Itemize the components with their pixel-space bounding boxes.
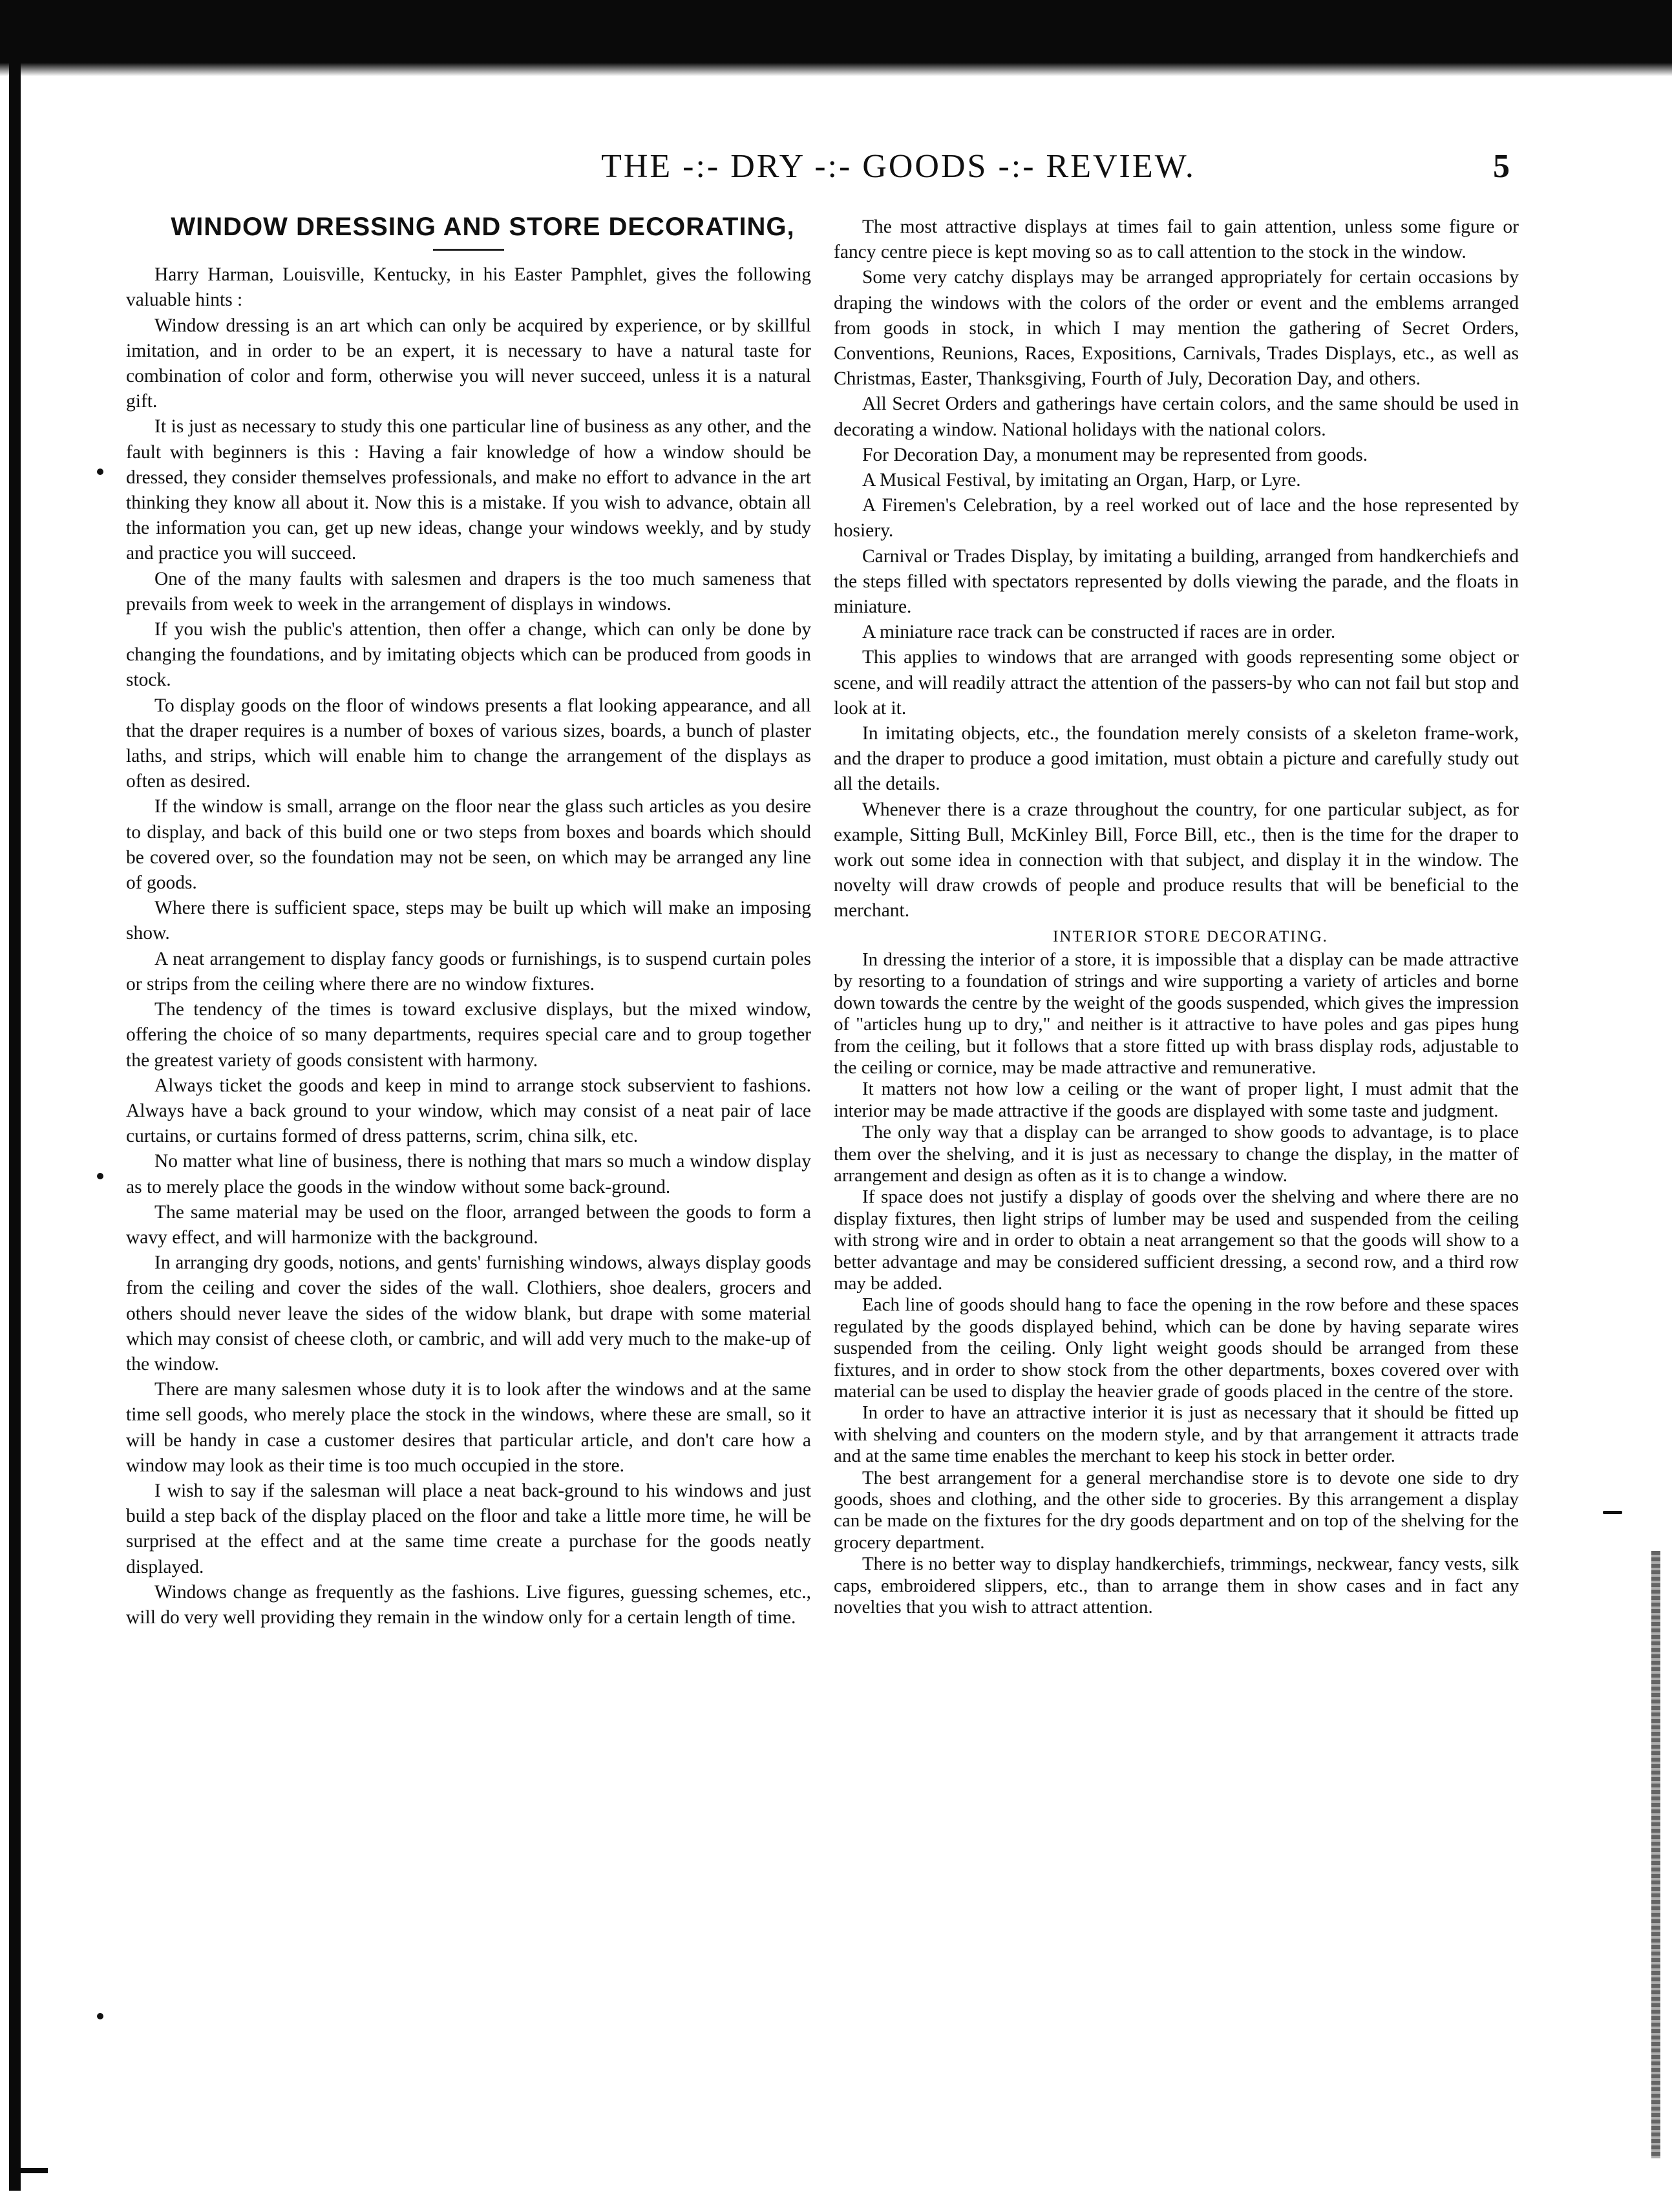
paragraph: The most attractive displays at times fail to gain attention, unless some figure or fancy centre piece is kept moving so as to call attention to the stock in the window. — [834, 216, 1519, 263]
paragraph: If the window is small, arrange on the floor near the glass such articles as you desire to display, and back of this build one or two steps from boxes and boards which should be covered over, so the foundation may not be seen, on which may be arranged any line of goods. — [126, 796, 811, 894]
right-paragraphs — [834, 215, 1519, 924]
scan-border-shadow — [0, 57, 1672, 76]
scan-border-bottom — [9, 2168, 48, 2173]
paragraph: Window dressing is an art which can only be acquired by experience, or by skillful imitation, and in order to be an expert, it is necessary to have a natural taste for combination of color and form, otherwise you will never succeed, unless it is a natural gift. — [126, 315, 811, 412]
paragraph: Whenever there is a craze throughout the country, for one particular subject, as for example, Sitting Bull, McKinley Bill, Force Bill, etc., then is the time for the draper to work out some idea in connection with that subject, and display it in the window. The novelty will draw crowds of people and produce results that will be beneficial to the merchant. — [834, 799, 1519, 922]
margin-speck — [97, 1173, 103, 1179]
paragraph: A miniature race track can be constructed if races are in order. — [862, 622, 1336, 643]
scan-border-left — [9, 52, 21, 2191]
paragraph: The best arrangement for a general merchandise store is to devote one side to dry goods, shoes and clothing, and the other side to groceries. By this arrangement a display can be made on the fixtures for the dry goods department and on top of the shelving for the grocery department. — [834, 1467, 1519, 1553]
margin-speck — [1603, 1511, 1622, 1514]
paragraph: For Decoration Day, a monument may be represented from goods. — [862, 444, 1368, 465]
paragraph: It is just as necessary to study this one particular line of business as any other, and the fault with beginners is this : Having a fair knowledge of how a window should be dressed, they consider themselves professionals, and make no effort to advance in the art thinking they know all about it. Now this is a mistake. If you wish to advance, obtain all the information you can, get up new ideas, change your windows weekly, and by study and practice you will succeed. — [126, 416, 811, 564]
paragraph: The tendency of the times is toward exclusive displays, but the mixed window, offering the choice of so many departments, requires special care and to group together the greatest variety of goods consistent with harmony. — [126, 999, 811, 1071]
paragraph: Harry Harman, Louisville, Kentucky, in his Easter Pamphlet, gives the following valuable hints : — [126, 264, 811, 311]
interior-paragraphs — [834, 949, 1519, 1619]
paragraph: All Secret Orders and gatherings have certain colors, and the same should be used in decorating a window. National holidays with the national colors. — [834, 394, 1519, 440]
paragraph: In order to have an attractive interior it is just as necessary that it should be fitted up with shelving and counters on the modern style, and by that arrangement it attracts trade and at the same time enables the merchant to keep his stock in better order. — [834, 1402, 1519, 1467]
paragraph: Where there is sufficient space, steps may be built up which will make an imposing show. — [126, 898, 811, 944]
article-title: WINDOW DRESSING AND STORE DECORATING, — [171, 213, 795, 241]
paragraph: If space does not justify a display of goods over the shelving and where there are no display fixtures, then light strips of lumber may be used and suspended from the ceiling with strong wire and in order to obtain a neat arrangement so that the goods will show to a better advantage and may be considered sufficient dressing, a second row, and a third row may be added. — [834, 1186, 1519, 1294]
paragraph: The only way that a display can be arranged to show goods to advantage, is to place them over the shelving, and it is just as necessary to change the display, in the matter of arrangement and design as often as it is to change a window. — [834, 1122, 1519, 1186]
paragraph: In arranging dry goods, notions, and gents' furnishing windows, always display goods from the ceiling and cover the sides of the wall. Clothiers, shoe dealers, grocers and others should never leave the sides of the widow blank, but drape with some material which may consist of cheese cloth, or cambric, and will add very much to the make-up of the window. — [126, 1252, 811, 1375]
left-column — [126, 215, 811, 1630]
left-paragraphs — [126, 262, 811, 1630]
section-subhead: INTERIOR STORE DECORATING. — [1053, 927, 1328, 945]
paragraph: A neat arrangement to display fancy goods or furnishings, is to suspend curtain poles or strips from the ceiling where there are no window fixtures. — [126, 948, 811, 995]
paragraph: The same material may be used on the floor, arranged between the goods to form a wavy effect, and will harmonize with the background. — [126, 1201, 811, 1248]
running-head: THE -:- DRY -:- GOODS -:- REVIEW. — [601, 148, 1196, 185]
paragraph: A Firemen's Celebration, by a reel worked out of lace and the hose represented by hosiery. — [834, 495, 1519, 542]
paragraph: To display goods on the floor of windows presents a flat looking appearance, and all that the draper requires is a number of boxes of various sizes, boards, a bunch of plaster laths, and strips, which will enable him to change the arrangement of the displays as often as desired. — [126, 695, 811, 792]
right-column — [834, 215, 1519, 1618]
paragraph: Some very catchy displays may be arranged appropriately for certain occasions by draping the windows with the colors of the order or event and the emblems arranged from goods in stock, in which I may mention the gathering of Secret Orders, Conventions, Reunions, Races, Expositions, Carnivals, Trades Displays, etc., as well as Christmas, Easter, Thanksgiving, Fourth of July, Decoration Day, and others. — [834, 267, 1519, 390]
paragraph: Each line of goods should hang to face the opening in the row before and these spaces regulated by the goods displayed behind, which can be done by having separate wires suspended from the ceiling. Only light weight goods should be arranged from these fixtures, and in order to show stock from the other departments, boxes covered over with material can be used to display the heavier grade of goods placed in the centre of the store. — [834, 1294, 1519, 1402]
paragraph: In dressing the interior of a store, it is impossible that a display can be made attractive by resorting to a foundation of strings and wire supporting a variety of articles and borne down towards the centre by the weight of the goods suspended, which gives the impression of "articles hung up to dry," and neither is it attractive to have poles and gas pipes hung from the ceiling, but it follows that a store fitted up with brass display rods, adjustable to the ceiling or cornice, may be made attractive and remunerative. — [834, 949, 1519, 1078]
paragraph: A Musical Festival, by imitating an Organ, Harp, or Lyre. — [862, 470, 1301, 491]
paragraph: No matter what line of business, there is nothing that mars so much a window display as to merely place the goods in the window without some back-ground. — [126, 1151, 811, 1197]
margin-speck — [97, 2013, 103, 2019]
paragraph: Windows change as frequently as the fashions. Live figures, guessing schemes, etc., will do very well providing they remain in the window only for a certain length of time. — [126, 1581, 811, 1628]
scan-border-right — [1651, 1551, 1660, 2158]
page-number: 5 — [1493, 148, 1510, 185]
paragraph: Always ticket the goods and keep in mind to arrange stock subservient to fashions. Always have a back ground to your window, which may consist of a neat pair of lace curtains, or curtains formed of dress patterns, scrim, china silk, etc. — [126, 1075, 811, 1147]
paragraph: One of the many faults with salesmen and drapers is the too much sameness that prevails from week to week in the arrangement of displays in windows. — [126, 568, 811, 615]
paragraph: In imitating objects, etc., the foundation merely consists of a skeleton frame-work, and the draper to produce a good imitation, must obtain a picture and carefully study out all the details. — [834, 723, 1519, 795]
paragraph: I wish to say if the salesman will place a neat back-ground to his windows and just build a step back of the display placed on the floor and take a little more time, he will be surprised at the effect and at the same time create a purchase for the goods neatly displayed. — [126, 1480, 811, 1577]
margin-speck — [97, 469, 103, 475]
paragraph: There are many salesmen whose duty it is to look after the windows and at the same time sell goods, who merely place the stock in the windows, where these are small, so it will be handy in case a customer desires that particular article, and don't care how a window may look as their time is too much occupied in the store. — [126, 1379, 811, 1476]
paragraph: This applies to windows that are arranged with goods representing some object or scene, and will readily attract the attention of the passers-by who can not fail but stop and look at it. — [834, 647, 1519, 719]
paragraph: It matters not how low a ceiling or the want of proper light, I must admit that the interior may be made attractive if the goods are displayed with some taste and judgment. — [834, 1079, 1519, 1121]
paragraph: If you wish the public's attention, then offer a change, which can only be done by changing the foundations, and by imitating objects which can be produced from goods in stock. — [126, 619, 811, 691]
paragraph: Carnival or Trades Display, by imitating a building, arranged from handkerchiefs and the steps filled with spectators represented by dolls viewing the parade, and the floats in miniature. — [834, 545, 1519, 618]
title-rule — [433, 249, 504, 251]
paragraph: There is no better way to display handkerchiefs, trimmings, neckwear, fancy vests, silk caps, embroidered slippers, etc., than to arrange them in show cases and in fact any novelties that you wish to attract attention. — [834, 1554, 1519, 1618]
scan-border-top — [0, 0, 1672, 59]
